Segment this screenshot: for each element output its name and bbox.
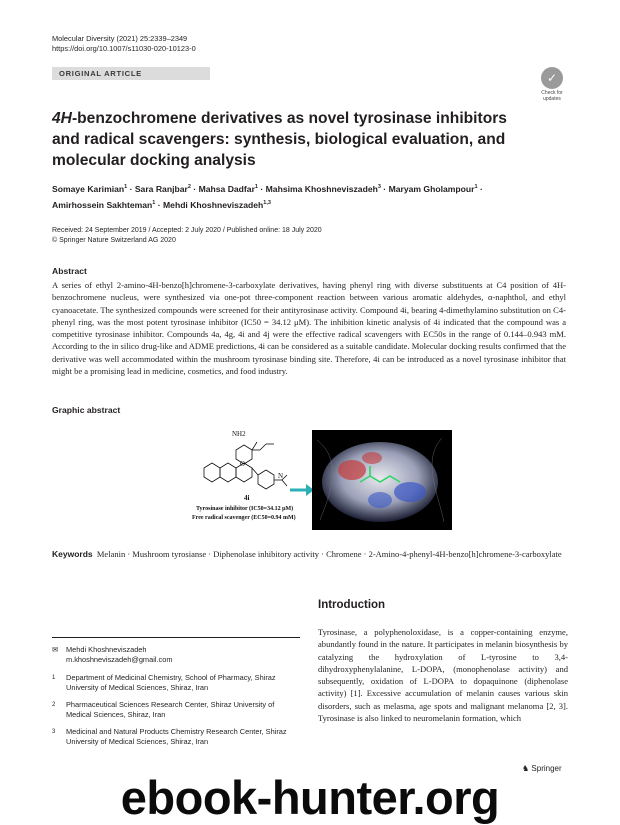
doi-link[interactable]: https://doi.org/10.1007/s11030-020-10123-0 (52, 44, 196, 53)
journal-citation: Molecular Diversity (2021) 25:2339–2349 (52, 34, 188, 43)
author[interactable]: Mahsa Dadfar$^1$ (198, 183, 258, 194)
author[interactable]: Amirhossein Sakhteman$^1$ (52, 199, 156, 210)
author[interactable]: Maryam Gholampour$^1$ (388, 183, 478, 194)
updates-badge-label: Check for updates (541, 90, 563, 102)
journal-header (52, 34, 196, 54)
article-title (52, 108, 522, 171)
ec50-caption: Free radical scavenger (EC50=0.94 mM) (192, 515, 296, 521)
arrow-icon (290, 484, 314, 496)
springer-horse-icon: ♞ (522, 764, 530, 773)
abstract-text: A series of ethyl 2-amino-4H-benzo[h]chromene-3-carboxylate derivatives, having phenyl ring with diverse substituents at C4 position of 4H-benzochromene nucleus, were synthesized via one-pot three-component reaction between various aromatic aldehydes, α-naphthol, and ethyl cyanoacetate. The synthesized compounds were screened for their antityrosinase activity. Compound 4i, bearing 4-dimethylamino substitution on C4-phenyl ring, was the most potent tyrosinase inhibitor (IC50 = 34.12 μM). The inhibition kinetic analysis of 4i indicated that the compound was a competitive tyrosinase inhibitor. Compounds 4a, 4g, 4i and 4j were the effective radical scavengers with EC50s in the range of 0.144–0.943 mM. According to the in silico drug-like and ADME predictions, 4i can be considered as a suitable candidate. Molecular docking results confirmed that the derivative was well accommodated within the mushroom tyrosinase binding site. Therefore, 4i can be introduced as a novel tyrosinase inhibitor that might be a promising lead in medicine, cosmetics, and food industry. (52, 280, 566, 377)
envelope-icon: ✉ (52, 645, 59, 654)
author[interactable]: Somaye Karimian$^1$ (52, 183, 128, 194)
received-accepted-dates: Received: 24 September 2019 / Accepted: 2 July 2020 / Published online: 18 July 2020 (52, 227, 322, 234)
abstract-heading: Abstract (52, 266, 87, 276)
footnote-divider (52, 637, 300, 638)
ic50-caption: Tyrosinase inhibitor (IC50=34.12 μM) (196, 506, 294, 512)
title-text: -benzochromene derivatives as novel tyrosinase inhibitors and radical scavengers: synthesis, biological evaluation, and molecular docking analysis (52, 110, 507, 169)
author[interactable]: Sara Ranjbar$^2$ (134, 183, 191, 194)
introduction-text: Tyrosinase, a polyphenoloxidase, is a copper-containing enzyme, abundantly found in the nature. It participates in melanin biosynthesis by catalyzing the hydroxylation of L-tyrosine to 3,4-dihydroxyphenylalanine, L-DOPA, (monophenolase activity) and subsequently, oxidation of L-DOPA to dopaquinone (diphenolase activity) [1]. Excessive accumulation of melanin causes various skin disorders, such as melasma, age spots and malignant melanoma [2, 3]. Tyrosinase is also linked to neuromelanin formation, which (318, 627, 568, 724)
correspondence (52, 645, 173, 665)
author-list: Somaye Karimian$^1$ · Sara Ranjbar$^2$ · Mahsa Dadfar$^1$ · Mahsima Khoshneviszadeh$^3$ · Maryam Gholampour$^1$ · Amirhossein Sakhteman$^1$ · Mehdi Khoshneviszadeh$^{1,3}$ (52, 183, 483, 210)
keywords-label: Keywords (52, 549, 93, 559)
affiliation: 2 Pharmaceutical Sciences Research Center, Shiraz University of Medical Sciences, Shiraz, Iran (52, 700, 275, 719)
bookmark-icon: ✓ (541, 67, 563, 89)
check-for-updates-badge[interactable] (534, 67, 570, 103)
graphic-abstract-heading: Graphic abstract (52, 405, 121, 415)
affiliation: 1 Department of Medicinal Chemistry, School of Pharmacy, Shiraz University of Medical Sciences, Shiraz, Iran (52, 673, 276, 692)
corresponding-author: Mehdi Khoshneviszadeh (66, 645, 147, 654)
publication-dates (52, 226, 322, 246)
article-type-banner: ORIGINAL ARTICLE (52, 67, 210, 80)
watermark: ebook-hunter.org (120, 771, 500, 824)
compound-label: 4i (244, 494, 250, 502)
author[interactable]: Mehdi Khoshneviszadeh$^{1,3}$ (163, 199, 271, 210)
docking-image (312, 430, 452, 530)
atom-o: O (240, 460, 246, 468)
keywords (52, 548, 566, 560)
atom-n: N (278, 472, 284, 480)
title-italic-prefix: 4H (52, 110, 72, 127)
atom-nh2: NH2 (232, 430, 246, 438)
copyright: © Springer Nature Switzerland AG 2020 (52, 237, 176, 244)
email-link[interactable]: m.khoshneviszadeh@gmail.com (66, 655, 173, 664)
publisher-logo: ♞ Springer (522, 764, 562, 773)
affiliation: 3 Medicinal and Natural Products Chemistry Research Center, Shiraz University of Medical Sciences, Shiraz, Iran (52, 727, 287, 746)
keywords-text: Melanin · Mushroom tyrosianse · Diphenolase inhibitory activity · Chromene · 2-Amino-4-phenyl-4H-benzo[h]chromene-3-carboxylate (96, 549, 562, 559)
author[interactable]: Mahsima Khoshneviszadeh$^3$ (265, 183, 381, 194)
chemical-structure (204, 442, 287, 489)
introduction-heading: Introduction (318, 599, 386, 611)
